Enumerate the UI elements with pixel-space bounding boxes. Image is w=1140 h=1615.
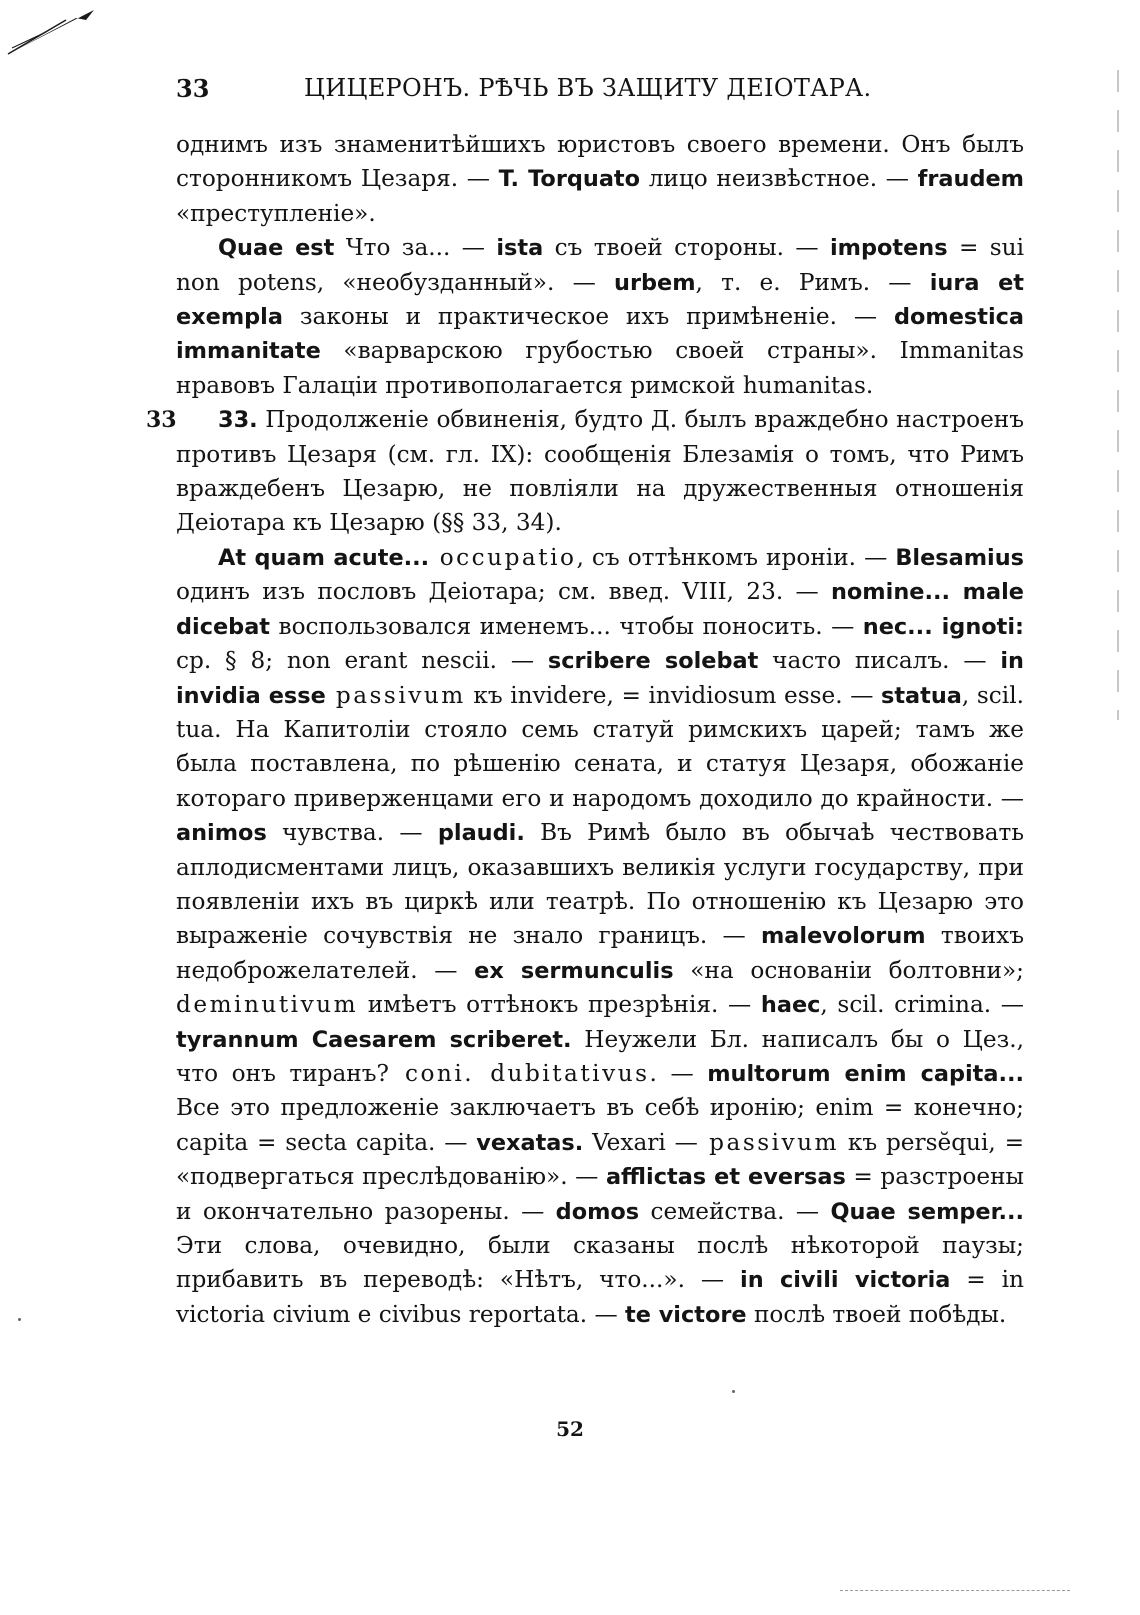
margin-section-number: 33 xyxy=(146,407,177,434)
header-page-number: 33 xyxy=(176,74,210,103)
paragraph-at-quam-acute: At quam acute... occupatio, съ оттѣнкомъ ироніи. — Blesamius одинъ изъ пословъ Деіотара; см. введ. VIII, 23. — nomine... male dicebat воспользовался именемъ... чтобы поносить. — nec... ignoti: ср. § 8; non erant nescii. — scribere solebat часто писалъ. — in invidia esse passivum къ invidere, = invidiosum esse. — statua, scil. tua. На Капитоліи стояло семь статуй римскихъ царей; тамъ же была поставлена, по рѣшенію сената, и статуя Цезаря, обожаніе котораго приверженцами его и народомъ доходило до крайности. — animos чувства. — plaudi. Въ Римѣ было въ обычаѣ чествовать аплодисментами лицъ, оказавшихъ великія услуги государству, при появленіи ихъ въ циркѣ или театрѣ. По отношенію къ Цезарю это выраженіе сочувствія не знало границъ. — malevolorum твоихъ недоброжелателей. — ex sermunculis «на основаніи болтовни»; deminutivum имѣетъ оттѣнокъ презрѣнія. — haec, scil. crimina. — tyrannum Caesarem scriberet. Неужели Бл. написалъ бы о Цез., что онъ тиранъ? coni. dubitativus. — multorum enim capita... Все это предложеніе заключаетъ въ себѣ иронію; enim = конечно; capita = secta capita. — vexatas. Vexari — passivum къ persĕqui, = «подвергаться преслѣдованію». — afflictas et eversas = разстроены и окончательно разорены. — domos семейства. — Quae semper... Эти слова, очевидно, были сказаны послѣ нѣкоторой паузы; прибавить въ переводѣ: «Нѣтъ, что...». — in civili victoria = in victoria civium e civibus reportata. — te victore послѣ твоей побѣды. xyxy=(176,543,1025,1328)
paragraph-quae-est: Quae est Что за... — ista съ твоей стороны. — impotens = sui non potens, «необузданный». — urbem, т. е. Римъ. — iura et exempla законы и практическое ихъ примѣненіе. — domestica immanitate «варварскою грубостью своей страны». Immanitas нравовъ Галаціи противополагается римской humanitas. xyxy=(176,234,1025,399)
scan-speck xyxy=(732,1390,735,1393)
footer-page-number: 52 xyxy=(556,1417,584,1441)
header-title: ЦИЦЕРОНЪ. РѢЧЬ ВЪ ЗАЩИТУ ДЕІОТАРА. xyxy=(304,74,872,102)
paragraph-section-33: 33 33. Продолженіе обвиненія, будто Д. былъ враждебно настроенъ противъ Цезаря (см. гл. IX): сообщенія Блезамія о томъ, что Римъ враждебенъ Цезарю, не повліяли на дружественныя отношенія Деіотара къ Цезарю (§§ 33, 34). xyxy=(176,403,1024,541)
paragraph-continuation: однимъ изъ знаменитѣйшихъ юристовъ своего времени. Онъ былъ сторонникомъ Цезаря. — T. Torquato лицо неизвѣстное. — fraudem «преступленіе». xyxy=(176,131,1024,227)
scan-speck xyxy=(18,1318,21,1321)
running-header xyxy=(176,70,1024,110)
scan-pen-mark xyxy=(6,6,96,58)
commentary-body xyxy=(146,128,1025,1332)
scan-edge-line xyxy=(1117,70,1119,720)
scan-bottom-line xyxy=(840,1590,1070,1592)
